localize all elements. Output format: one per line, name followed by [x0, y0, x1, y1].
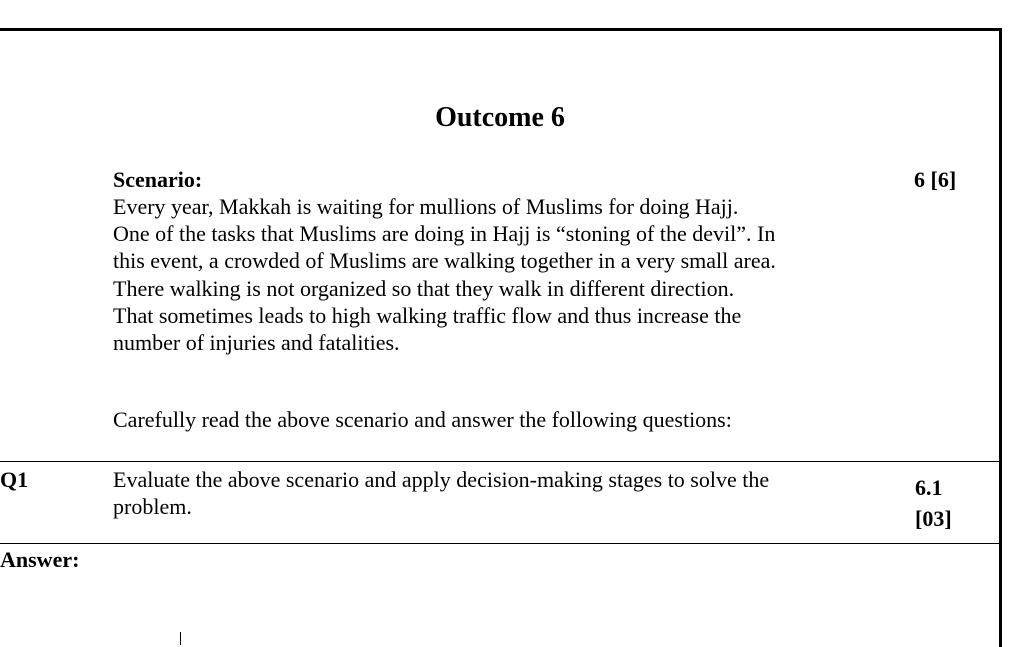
instruction-text: Carefully read the above scenario and answer the following questions: [113, 407, 732, 432]
scenario-label: Scenario: [113, 167, 203, 192]
question-marks: [03] [915, 506, 952, 531]
answer-label: Answer: [0, 547, 80, 572]
outcome-title: Outcome 6 [435, 102, 565, 133]
question-top-rule [0, 461, 1000, 462]
scenario-line: number of injuries and fatalities. [113, 329, 400, 355]
question-line: Evaluate the above scenario and apply decision-making stages to solve the [113, 467, 770, 492]
question-outcome-code: 6.1 [915, 475, 943, 500]
scenario-line: That sometimes leads to high walking traffic flow and thus increase the [113, 302, 742, 328]
scenario-line: this event, a crowded of Muslims are walking together in a very small area. [113, 248, 776, 274]
scenario-line: There walking is not organized so that they walk in different direction. [113, 275, 735, 301]
page-frame-top-border [0, 28, 1001, 31]
text-cursor-mark [180, 632, 181, 645]
question-line: problem. [113, 494, 192, 519]
question-number: Q1 [0, 467, 29, 492]
answer-top-rule [0, 543, 1000, 544]
scenario-line: One of the tasks that Muslims are doing in Hajj is “stoning of the devil”. In [113, 221, 776, 247]
scenario-text [113, 193, 776, 356]
question-text [113, 466, 769, 520]
scenario-line: Every year, Makkah is waiting for mullions of Muslims for doing Hajj. [113, 194, 739, 219]
scenario-marks: 6 [6] [914, 167, 957, 192]
